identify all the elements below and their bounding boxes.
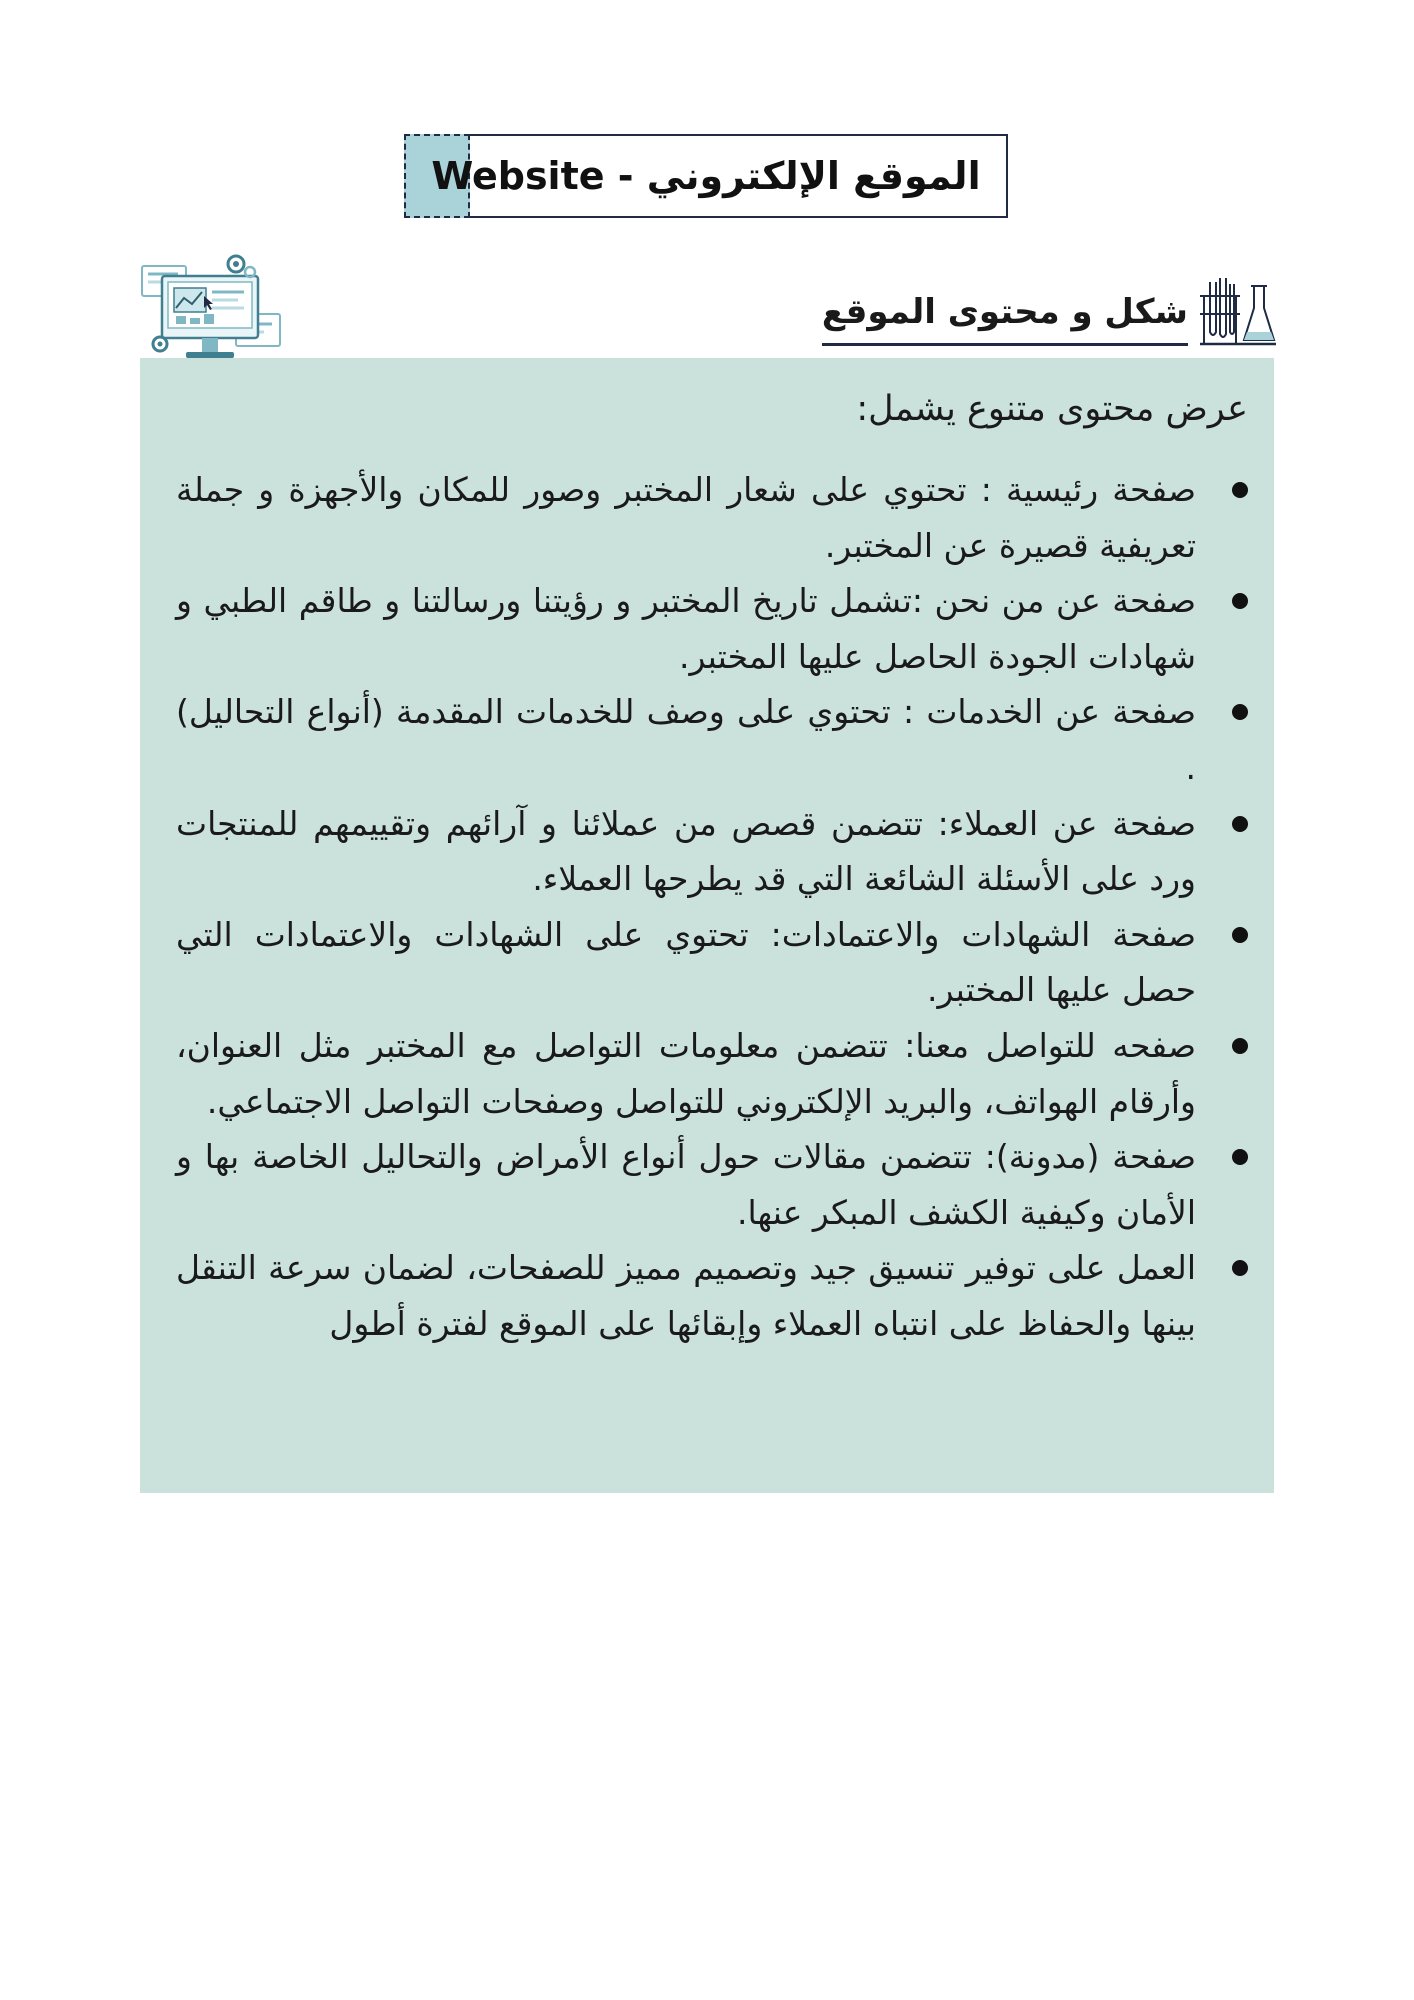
content-panel [140, 358, 1274, 1493]
list-item [176, 1240, 1248, 1351]
list-item-text: صفحة عن من نحن :تشمل تاريخ المختبر و رؤيتنا ورسالتنا و طاقم الطبي و شهادات الجودة الحاصل عليها المختبر. [176, 581, 1196, 676]
section-header [778, 266, 1278, 346]
title-box [404, 134, 1008, 218]
section-title: شكل و محتوى الموقع [822, 292, 1188, 346]
list-item [176, 1129, 1248, 1240]
bullet-dot [1232, 1149, 1248, 1165]
list-item-text: صفحة (مدونة): تتضمن مقالات حول أنواع الأمراض والتحاليل الخاصة بها و الأمان وكيفية الكشف المبكر عنها. [176, 1137, 1196, 1232]
bullet-list [176, 462, 1248, 1352]
list-item-text: صفحه للتواصل معنا: تتضمن معلومات التواصل مع المختبر مثل العنوان، وأرقام الهواتف، والبريد الإلكتروني للتواصل وصفحات التواصل الاجتماعي. [176, 1025, 1196, 1121]
list-item [176, 462, 1248, 573]
list-item [176, 907, 1248, 1018]
list-item [176, 796, 1248, 907]
list-item-text: صفحة عن العملاء: تتضمن قصص من عملائنا و آرائهم وتقييمهم للمنتجات ورد على الأسئلة الشائعة التي قد يطرحها العملاء. [176, 803, 1196, 899]
bullet-dot [1232, 1260, 1248, 1276]
bullet-dot [1232, 704, 1248, 720]
list-item [176, 684, 1248, 795]
bullet-dot [1232, 482, 1248, 498]
list-item [176, 1018, 1248, 1129]
bullet-dot [1232, 816, 1248, 832]
list-item-text: العمل على توفير تنسيق جيد وتصميم مميز للصفحات، لضمان سرعة التنقل بينها والحفاظ على انتباه العملاء وإبقائها على الموقع لفترة أطول [176, 1248, 1196, 1343]
bullet-dot [1232, 593, 1248, 609]
computer-dashboard-icon [140, 252, 286, 362]
list-item-text: صفحة رئيسية : تحتوي على شعار المختبر وصور للمكان والأجهزة و جملة تعريفية قصيرة عن المختبر. [176, 470, 1196, 565]
list-item-text: صفحة عن الخدمات : تحتوي على وصف للخدمات المقدمة (أنواع التحاليل) . [176, 692, 1196, 787]
page-title: الموقع الإلكتروني - Website [431, 154, 981, 198]
list-item [176, 573, 1248, 684]
list-item-text: صفحة الشهادات والاعتمادات: تحتوي على الشهادات والاعتمادات التي حصل عليها المختبر. [176, 914, 1196, 1010]
bullet-dot [1232, 1038, 1248, 1054]
bullet-dot [1232, 927, 1248, 943]
lab-glassware-icon [1198, 274, 1278, 346]
intro-line: عرض محتوى متنوع يشمل: [856, 389, 1248, 429]
